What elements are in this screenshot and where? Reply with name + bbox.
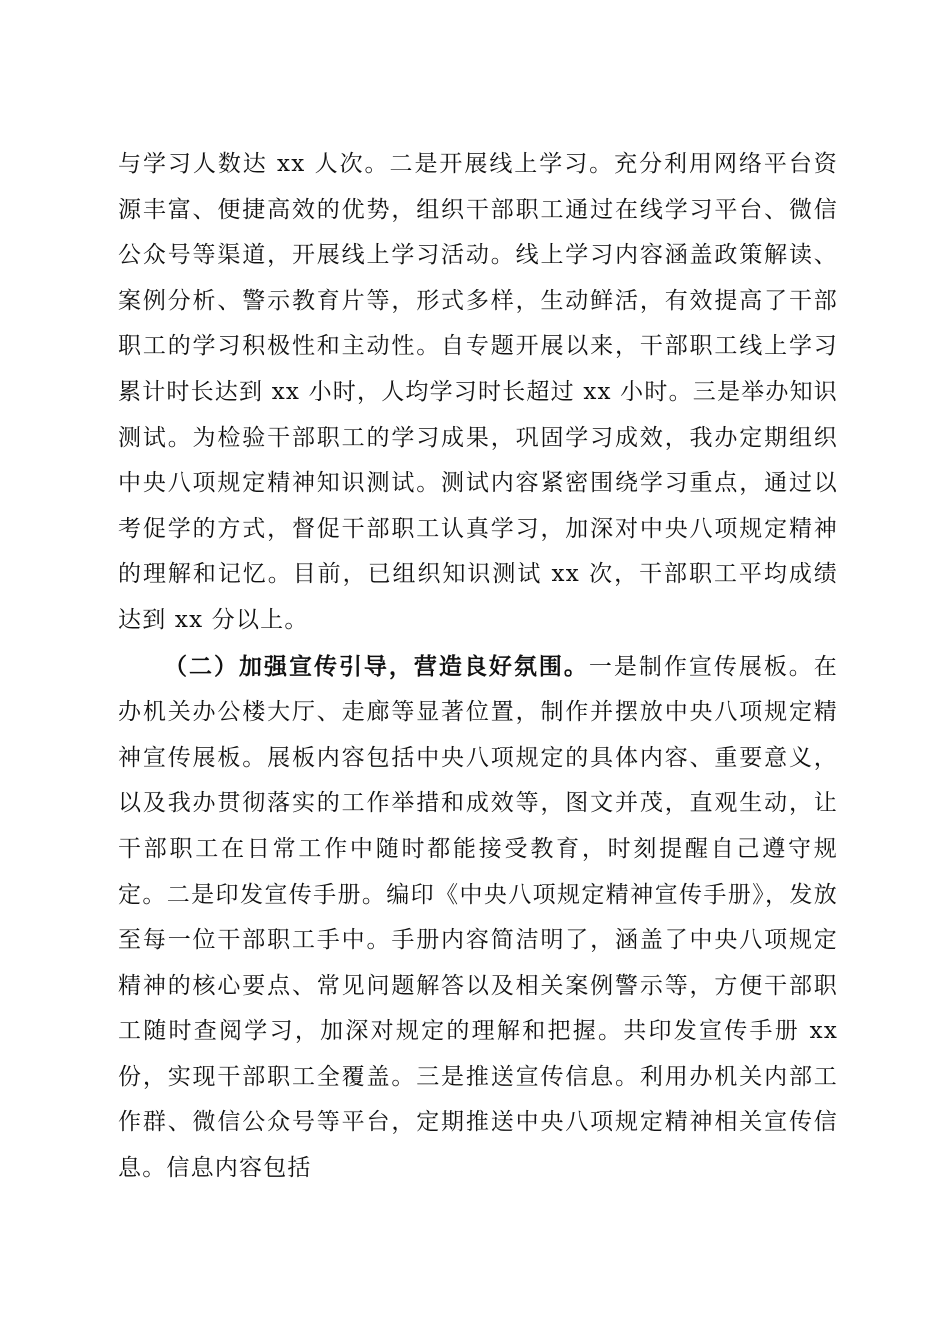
section-body-publicity: 一是制作宣传展板。在办机关办公楼大厅、走廊等显著位置，制作并摆放中央八项规定精神宣传展板。展板内容包括中央八项规定的具体内容、重要意义，以及我办贯彻落实的工作举措和成效等，图文并茂，直观生动，让干部职工在日常工作中随时都能接受教育，时刻提醒自己遵守规定。二是印发宣传手册。编印《中央八项规定精神宣传手册》，发放至每一位干部职工手中。手册内容简洁明了，涵盖了中央八项规定精神的核心要点、常见问题解答以及相关案例警示等，方便干部职工随时查阅学习，加深对规定的理解和把握。共印发宣传手册 xx 份，实现干部职工全覆盖。三是推送宣传信息。利用办机关内部工作群、微信公众号等平台，定期推送中央八项规定精神相关宣传信息。信息内容包括: [118, 653, 839, 1182]
section-heading-publicity: （二）加强宣传引导，营造良好氛围。: [164, 652, 589, 680]
paragraph-online-learning-and-tests: 与学习人数达 xx 人次。二是开展线上学习。充分利用网络平台资源丰富、便捷高效的优势，组织干部职工通过在线学习平台、微信公众号等渠道，开展线上学习活动。线上学习内容涵盖政策解读、案例分析、警示教育片等，形式多样，生动鲜活，有效提高了干部职工的学习积极性和主动性。自专题开展以来，干部职工线上学习累计时长达到 xx 小时，人均学习时长超过 xx 小时。三是举办知识测试。为检验干部职工的学习成果，巩固学习成效，我办定期组织中央八项规定精神知识测试。测试内容紧密围绕学习重点，通过以考促学的方式，督促干部职工认真学习，加深对中央八项规定精神的理解和记忆。目前，已组织知识测试 xx 次，干部职工平均成绩达到 xx 分以上。: [118, 151, 838, 633]
document-body: [118, 142, 838, 1192]
paragraph-publicity-guidance: [118, 644, 838, 1192]
